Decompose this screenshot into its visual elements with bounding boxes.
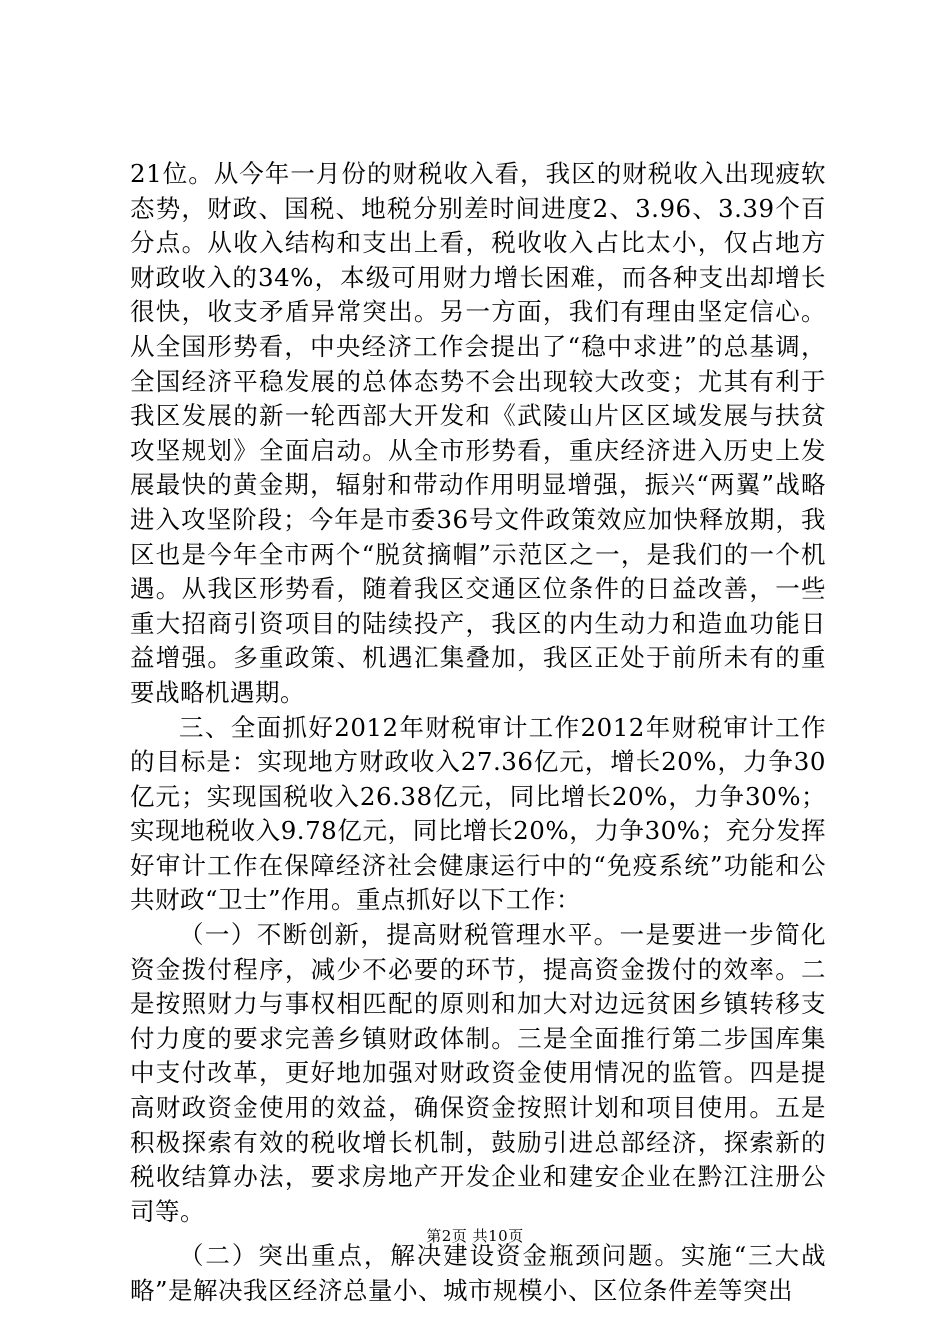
page-number-label: 第2页 共10页 (426, 1227, 524, 1245)
paragraph-fiscal-situation: 21位。从今年一月份的财税收入看，我区的财税收入出现疲软态势，财政、国税、地税分别差时间进度2、3.96、3.39个百分点。从收入结构和支出上看，税收收入占比太小，仅占地方财政收入的34%，本级可用财力增长困难，而各种支出却增长很快，收支矛盾异常突出。另一方面，我们有理由坚定信心。从全国形势看，中央经济工作会提出了“稳中求进”的总基调，全国经济平稳发展的总体态势不会出现较大改变；尤其有利于我区发展的新一轮西部大开发和《武陵山片区区域发展与扶贫攻坚规划》全面启动。从全市形势看，重庆经济进入历史上发展最快的黄金期，辐射和带动作用明显增强，振兴“两翼”战略进入攻坚阶段；今年是市委36号文件政策效应加快释放期，我区也是今年全市两个“脱贫摘帽”示范区之一，是我们的一个机遇。从我区形势看，随着我区交通区位条件的日益改善，一些重大招商引资项目的陆续投产，我区的内生动力和造血功能日益增强。多重政策、机遇汇集叠加，我区正处于前所未有的重要战略机遇期。 (130, 159, 826, 707)
page-footer (0, 1226, 950, 1246)
paragraph-section-three-targets: 三、全面抓好2012年财税审计工作2012年财税审计工作的目标是：实现地方财政收入27.36亿元，增长20%，力争30亿元；实现国税收入26.38亿元，同比增长20%，力争30%；实现地税收入9.78亿元，同比增长20%，力争30%；充分发挥好审计工作在保障经济社会健康运行中的“免疫系统”功能和公共财政“卫士”作用。重点抓好以下工作： (130, 712, 826, 915)
paragraph-item-one-innovation: （一）不断创新，提高财税管理水平。一是要进一步简化资金拨付程序，减少不必要的环节，提高资金拨付的效率。二是按照财力与事权相匹配的原则和加大对边远贫困乡镇转移支付力度的要求完善乡镇财政体制。三是全面推行第二步国库集中支付改革，更好地加强对财政资金使用情况的监管。四是提高财政资金使用的效益，确保资金按照计划和项目使用。五是积极探索有效的税收增长机制，鼓励引进总部经济，探索新的税收结算办法，要求房地产开发企业和建安企业在黔江注册公司等。 (130, 920, 826, 1226)
paragraph-item-two-focus: （二）突出重点，解决建设资金瓶颈问题。实施“三大战略”是解决我区经济总量小、城市规模小、区位条件差等突出 (130, 1241, 826, 1305)
document-body (130, 157, 826, 1309)
